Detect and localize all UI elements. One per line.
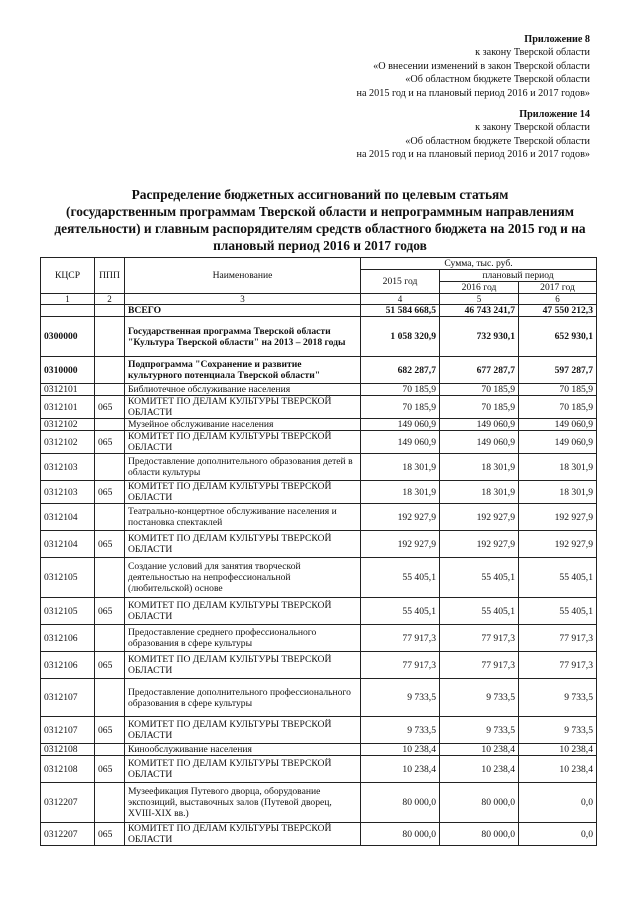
table-row: [41, 454, 597, 481]
value-2015-cell: 55 405,1: [361, 598, 440, 625]
value-2016-cell: 677 287,7: [440, 357, 519, 384]
annex-14-heading: Приложение 14: [519, 109, 590, 120]
table-row: [41, 431, 597, 454]
name-cell: Подпрограмма "Сохранение и развитие культурного потенциала Тверской области": [125, 357, 361, 384]
column-number: 5: [440, 294, 519, 305]
value-2015-cell: 51 584 668,5: [361, 305, 440, 317]
value-2017-cell: 70 185,9: [519, 396, 597, 419]
value-2016-cell: 149 060,9: [440, 431, 519, 454]
value-2017-cell: 652 930,1: [519, 317, 597, 357]
table-row: [41, 317, 597, 357]
header-2015: 2015 год: [361, 270, 440, 294]
table-row: [41, 419, 597, 431]
ppp-cell: 065: [95, 531, 125, 558]
table-row: [41, 396, 597, 419]
value-2016-cell: 80 000,0: [440, 783, 519, 823]
table-row: [41, 783, 597, 823]
kcsr-cell: 0312105: [41, 558, 95, 598]
value-2016-cell: 55 405,1: [440, 598, 519, 625]
header-ppp: ППП: [95, 258, 125, 294]
name-cell: Предоставление дополнительного образования детей в области культуры: [125, 454, 361, 481]
annex-8-line: «О внесении изменений в закон Тверской области: [373, 60, 590, 72]
value-2017-cell: 10 238,4: [519, 756, 597, 783]
ppp-cell: [95, 317, 125, 357]
name-cell: Музейное обслуживание населения: [125, 419, 361, 431]
value-2016-cell: 77 917,3: [440, 652, 519, 679]
title-line: (государственным программам Тверской области и непрограммным направлениям: [66, 204, 574, 219]
kcsr-cell: 0312101: [41, 396, 95, 419]
table-row: [41, 598, 597, 625]
annex-14-line: «Об областном бюджете Тверской области: [405, 135, 590, 147]
title-line: Распределение бюджетных ассигнований по целевым статьям: [131, 187, 509, 202]
kcsr-cell: 0312102: [41, 431, 95, 454]
kcsr-cell: 0312108: [41, 756, 95, 783]
name-cell: Создание условий для занятия творческой деятельностью на непрофессиональной (любительской) основе: [125, 558, 361, 598]
name-cell: Библиотечное обслуживание населения: [125, 384, 361, 396]
table-row: [41, 504, 597, 531]
value-2017-cell: 149 060,9: [519, 431, 597, 454]
value-2015-cell: 192 927,9: [361, 504, 440, 531]
name-cell: КОМИТЕТ ПО ДЕЛАМ КУЛЬТУРЫ ТВЕРСКОЙ ОБЛАСТИ: [125, 531, 361, 558]
table-row: [41, 679, 597, 717]
value-2016-cell: 18 301,9: [440, 454, 519, 481]
value-2015-cell: 9 733,5: [361, 679, 440, 717]
ppp-cell: [95, 744, 125, 756]
value-2017-cell: 55 405,1: [519, 558, 597, 598]
value-2015-cell: 18 301,9: [361, 481, 440, 504]
table-row: [41, 531, 597, 558]
ppp-cell: 065: [95, 756, 125, 783]
title-line: плановый период 2016 и 2017 годов: [213, 238, 427, 253]
value-2017-cell: 9 733,5: [519, 717, 597, 744]
kcsr-cell: 0312107: [41, 717, 95, 744]
ppp-cell: [95, 625, 125, 652]
value-2016-cell: 192 927,9: [440, 531, 519, 558]
table-body: [41, 305, 597, 846]
header-kcsr: КЦСР: [41, 258, 95, 294]
ppp-cell: [95, 384, 125, 396]
kcsr-cell: 0312102: [41, 419, 95, 431]
value-2016-cell: 77 917,3: [440, 625, 519, 652]
annex-14-line: к закону Тверской области: [475, 122, 590, 134]
kcsr-cell: 0312106: [41, 625, 95, 652]
value-2016-cell: 9 733,5: [440, 717, 519, 744]
value-2017-cell: 18 301,9: [519, 454, 597, 481]
value-2016-cell: 55 405,1: [440, 558, 519, 598]
kcsr-cell: 0300000: [41, 317, 95, 357]
value-2015-cell: 70 185,9: [361, 396, 440, 419]
ppp-cell: [95, 305, 125, 317]
value-2017-cell: 9 733,5: [519, 679, 597, 717]
name-cell: Предоставление дополнительного профессионального образования в сфере культуры: [125, 679, 361, 717]
ppp-cell: [95, 783, 125, 823]
kcsr-cell: 0312104: [41, 531, 95, 558]
title-line: деятельности) и главным распорядителям средств областного бюджета на 2015 год и на: [54, 221, 586, 236]
value-2016-cell: 192 927,9: [440, 504, 519, 531]
value-2016-cell: 10 238,4: [440, 756, 519, 783]
value-2016-cell: 70 185,9: [440, 384, 519, 396]
value-2015-cell: 10 238,4: [361, 756, 440, 783]
name-cell: КОМИТЕТ ПО ДЕЛАМ КУЛЬТУРЫ ТВЕРСКОЙ ОБЛАСТИ: [125, 756, 361, 783]
annex-14-line: на 2015 год и на плановый период 2016 и 2017 годов»: [356, 149, 590, 161]
kcsr-cell: 0312103: [41, 454, 95, 481]
header-sum: Сумма, тыс. руб.: [361, 258, 597, 270]
name-cell: КОМИТЕТ ПО ДЕЛАМ КУЛЬТУРЫ ТВЕРСКОЙ ОБЛАСТИ: [125, 717, 361, 744]
ppp-cell: 065: [95, 431, 125, 454]
value-2017-cell: 55 405,1: [519, 598, 597, 625]
table-row: [41, 717, 597, 744]
value-2015-cell: 18 301,9: [361, 454, 440, 481]
value-2015-cell: 55 405,1: [361, 558, 440, 598]
ppp-cell: [95, 679, 125, 717]
ppp-cell: 065: [95, 717, 125, 744]
ppp-cell: [95, 504, 125, 531]
header-plan-period: плановый период: [440, 270, 597, 282]
ppp-cell: 065: [95, 823, 125, 846]
value-2016-cell: 80 000,0: [440, 823, 519, 846]
kcsr-cell: 0310000: [41, 357, 95, 384]
value-2017-cell: 149 060,9: [519, 419, 597, 431]
kcsr-cell: 0312108: [41, 744, 95, 756]
value-2016-cell: 732 930,1: [440, 317, 519, 357]
name-cell: ВСЕГО: [125, 305, 361, 317]
table-row: [41, 305, 597, 317]
name-cell: КОМИТЕТ ПО ДЕЛАМ КУЛЬТУРЫ ТВЕРСКОЙ ОБЛАСТИ: [125, 431, 361, 454]
column-number: 3: [125, 294, 361, 305]
annex-8-line: на 2015 год и на плановый период 2016 и 2017 годов»: [356, 87, 590, 99]
value-2017-cell: 0,0: [519, 783, 597, 823]
table-row: [41, 481, 597, 504]
annex-8-heading: Приложение 8: [524, 34, 590, 45]
kcsr-cell: 0312101: [41, 384, 95, 396]
value-2015-cell: 682 287,7: [361, 357, 440, 384]
name-cell: Государственная программа Тверской области "Культура Тверской области" на 2013 – 2018 годы: [125, 317, 361, 357]
kcsr-cell: 0312105: [41, 598, 95, 625]
table-row: [41, 823, 597, 846]
header-2017: 2017 год: [519, 282, 597, 294]
value-2016-cell: 10 238,4: [440, 744, 519, 756]
kcsr-cell: 0312107: [41, 679, 95, 717]
kcsr-cell: 0312207: [41, 783, 95, 823]
column-number: 1: [41, 294, 95, 305]
value-2015-cell: 70 185,9: [361, 384, 440, 396]
table-row: [41, 756, 597, 783]
value-2016-cell: 18 301,9: [440, 481, 519, 504]
ppp-cell: 065: [95, 598, 125, 625]
value-2017-cell: 10 238,4: [519, 744, 597, 756]
value-2016-cell: 70 185,9: [440, 396, 519, 419]
name-cell: КОМИТЕТ ПО ДЕЛАМ КУЛЬТУРЫ ТВЕРСКОЙ ОБЛАСТИ: [125, 652, 361, 679]
annex-8-block: [357, 33, 590, 100]
value-2017-cell: 77 917,3: [519, 625, 597, 652]
table-row: [41, 744, 597, 756]
name-cell: КОМИТЕТ ПО ДЕЛАМ КУЛЬТУРЫ ТВЕРСКОЙ ОБЛАСТИ: [125, 823, 361, 846]
value-2015-cell: 80 000,0: [361, 823, 440, 846]
kcsr-cell: [41, 305, 95, 317]
ppp-cell: 065: [95, 652, 125, 679]
kcsr-cell: 0312106: [41, 652, 95, 679]
name-cell: Предоставление среднего профессионального образования в сфере культуры: [125, 625, 361, 652]
name-cell: КОМИТЕТ ПО ДЕЛАМ КУЛЬТУРЫ ТВЕРСКОЙ ОБЛАСТИ: [125, 598, 361, 625]
value-2015-cell: 149 060,9: [361, 431, 440, 454]
value-2015-cell: 77 917,3: [361, 625, 440, 652]
table-row: [41, 652, 597, 679]
ppp-cell: 065: [95, 481, 125, 504]
value-2017-cell: 192 927,9: [519, 531, 597, 558]
kcsr-cell: 0312103: [41, 481, 95, 504]
kcsr-cell: 0312104: [41, 504, 95, 531]
value-2016-cell: 9 733,5: [440, 679, 519, 717]
value-2017-cell: 77 917,3: [519, 652, 597, 679]
value-2015-cell: 77 917,3: [361, 652, 440, 679]
table-row: [41, 625, 597, 652]
value-2015-cell: 9 733,5: [361, 717, 440, 744]
column-number: 2: [95, 294, 125, 305]
table-row: [41, 558, 597, 598]
budget-table: [40, 257, 597, 846]
document-title: [40, 186, 600, 254]
name-cell: КОМИТЕТ ПО ДЕЛАМ КУЛЬТУРЫ ТВЕРСКОЙ ОБЛАСТИ: [125, 396, 361, 419]
ppp-cell: [95, 454, 125, 481]
value-2015-cell: 10 238,4: [361, 744, 440, 756]
table-header: [41, 258, 597, 305]
value-2017-cell: 0,0: [519, 823, 597, 846]
value-2017-cell: 70 185,9: [519, 384, 597, 396]
value-2016-cell: 46 743 241,7: [440, 305, 519, 317]
value-2017-cell: 192 927,9: [519, 504, 597, 531]
annex-14-block: [357, 108, 590, 162]
ppp-cell: [95, 357, 125, 384]
value-2015-cell: 1 058 320,9: [361, 317, 440, 357]
ppp-cell: [95, 558, 125, 598]
column-number: 4: [361, 294, 440, 305]
ppp-cell: [95, 419, 125, 431]
name-cell: Кинообслуживание населения: [125, 744, 361, 756]
value-2015-cell: 192 927,9: [361, 531, 440, 558]
column-number: 6: [519, 294, 597, 305]
annex-8-line: к закону Тверской области: [475, 47, 590, 59]
value-2017-cell: 47 550 212,3: [519, 305, 597, 317]
kcsr-cell: 0312207: [41, 823, 95, 846]
value-2017-cell: 597 287,7: [519, 357, 597, 384]
ppp-cell: 065: [95, 396, 125, 419]
header-name: Наименование: [125, 258, 361, 294]
table-row: [41, 384, 597, 396]
name-cell: КОМИТЕТ ПО ДЕЛАМ КУЛЬТУРЫ ТВЕРСКОЙ ОБЛАСТИ: [125, 481, 361, 504]
name-cell: Музеефикация Путевого дворца, оборудование экспозиций, выставочных залов (Путевой дворец, XVIII-XIX вв.): [125, 783, 361, 823]
header-2016: 2016 год: [440, 282, 519, 294]
name-cell: Театрально-концертное обслуживание населения и постановка спектаклей: [125, 504, 361, 531]
value-2015-cell: 149 060,9: [361, 419, 440, 431]
value-2015-cell: 80 000,0: [361, 783, 440, 823]
value-2016-cell: 149 060,9: [440, 419, 519, 431]
value-2017-cell: 18 301,9: [519, 481, 597, 504]
table-row: [41, 357, 597, 384]
annex-8-line: «Об областном бюджете Тверской области: [405, 74, 590, 86]
